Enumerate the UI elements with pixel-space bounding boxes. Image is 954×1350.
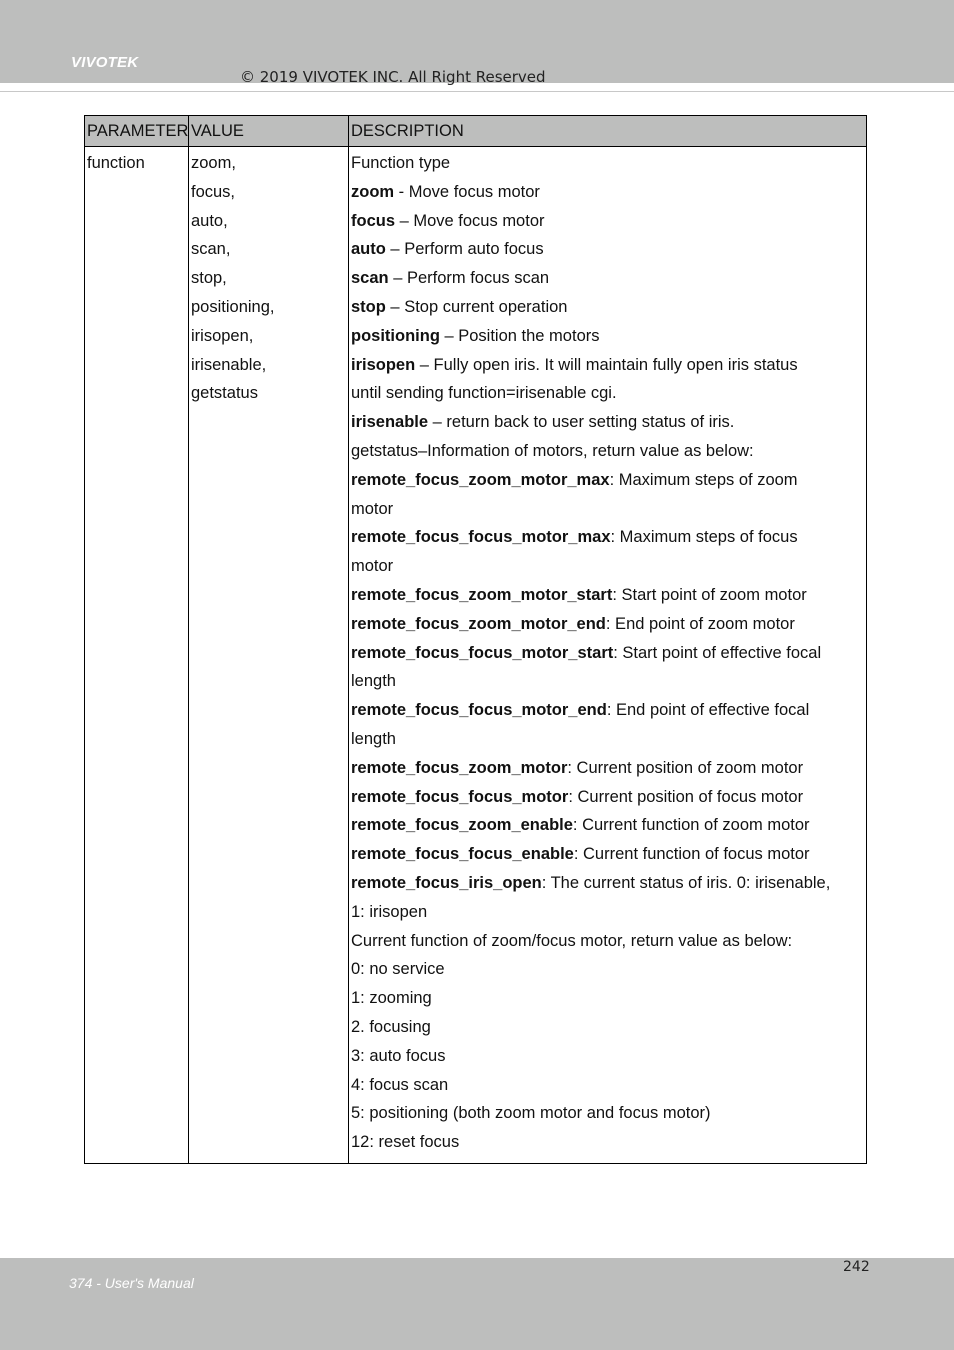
description-text: : Current position of focus motor (568, 787, 804, 806)
description-text: : Start point of zoom motor (612, 585, 807, 604)
description-line (351, 783, 864, 812)
description-term: remote_focus_zoom_motor_start (351, 585, 613, 604)
value-item: irisopen, (191, 326, 254, 345)
description-text: : The current status of iris. 0: irisenable, (541, 873, 831, 892)
description-text: – return back to user setting status of iris. (428, 413, 735, 432)
header-divider (0, 91, 954, 92)
value-item: auto, (191, 211, 228, 230)
description-line (351, 322, 864, 351)
description-text: : End point of effective focal (606, 701, 810, 720)
parameter-name: function (87, 154, 145, 172)
description-line (351, 351, 864, 380)
description-text: – Fully open iris. It will maintain fully open iris status (415, 355, 798, 374)
description-term: remote_focus_zoom_motor_max (351, 470, 610, 489)
description-line (351, 667, 864, 696)
description-text: motor (351, 499, 394, 518)
description-line (351, 955, 864, 984)
page-footer (0, 1258, 954, 1350)
value-item: scan, (191, 240, 231, 259)
description-text: 4: focus scan (351, 1075, 449, 1094)
description-text: 3: auto focus (351, 1046, 446, 1065)
description-line (351, 178, 864, 207)
value-item: zoom, (191, 154, 236, 172)
description-text: – Move focus motor (395, 211, 545, 230)
parameter-table (84, 115, 867, 1164)
description-term: remote_focus_focus_motor_start (351, 643, 614, 662)
description-text: Current function of zoom/focus motor, return value as below: (351, 931, 793, 950)
description-term: remote_focus_zoom_enable (351, 816, 573, 835)
description-line (351, 898, 864, 927)
description-term: remote_focus_zoom_motor (351, 758, 568, 777)
description-line (351, 639, 864, 668)
description-line (351, 437, 864, 466)
description-term: auto (351, 240, 386, 259)
manual-label: 374 - User's Manual (69, 1275, 194, 1291)
header-description: DESCRIPTION (349, 116, 867, 147)
description-text: : Current function of zoom motor (572, 816, 810, 835)
description-text: until sending function=irisenable cgi. (351, 384, 617, 403)
description-text: getstatus–Information of motors, return value as below: (351, 441, 754, 460)
description-text: – Perform focus scan (388, 269, 550, 288)
value-item: stop, (191, 269, 227, 288)
description-text: 2. focusing (351, 1017, 431, 1036)
description-line (351, 408, 864, 437)
description-text: : Current position of zoom motor (567, 758, 804, 777)
description-cell (349, 147, 867, 1164)
value-item: irisenable, (191, 355, 267, 374)
description-text: Function type (351, 154, 451, 172)
description-term: zoom (351, 182, 395, 201)
description-line (351, 264, 864, 293)
copyright-text: © 2019 VIVOTEK INC. All Right Reserved (240, 68, 546, 86)
value-cell (189, 147, 349, 1164)
description-text: - Move focus motor (394, 182, 540, 201)
description-line (351, 927, 864, 956)
description-line (351, 581, 864, 610)
description-line (351, 552, 864, 581)
description-line (351, 610, 864, 639)
description-line (351, 293, 864, 322)
description-line (351, 235, 864, 264)
description-term: remote_focus_iris_open (351, 873, 542, 892)
description-line (351, 379, 864, 408)
description-line (351, 869, 864, 898)
description-line (351, 466, 864, 495)
description-line (351, 725, 864, 754)
description-term: remote_focus_focus_motor_max (351, 528, 611, 547)
description-text: – Perform auto focus (385, 240, 544, 259)
description-text: 1: irisopen (351, 902, 428, 921)
description-line (351, 1042, 864, 1071)
description-text: length (351, 672, 396, 691)
table-row (85, 147, 867, 1164)
description-text: – Position the motors (439, 326, 600, 345)
description-text: : Current function of focus motor (573, 845, 810, 864)
description-text: : End point of zoom motor (605, 614, 795, 633)
description-text: 5: positioning (both zoom motor and focus motor) (351, 1104, 711, 1123)
value-item: positioning, (191, 297, 275, 316)
description-term: remote_focus_focus_enable (351, 845, 574, 864)
description-text: 12: reset focus (351, 1133, 460, 1152)
description-line (351, 811, 864, 840)
header-parameter: PARAMETER (85, 116, 189, 147)
description-line (351, 840, 864, 869)
description-term: remote_focus_focus_motor (351, 787, 569, 806)
description-text: : Maximum steps of focus (610, 528, 798, 547)
description-line (351, 207, 864, 236)
description-line (351, 1099, 864, 1128)
description-term: stop (351, 297, 386, 316)
description-text: : Maximum steps of zoom (609, 470, 798, 489)
description-term: focus (351, 211, 396, 230)
description-text: motor (351, 557, 394, 576)
description-term: irisenable (351, 413, 429, 432)
description-line (351, 149, 864, 178)
page-number: 242 (843, 1259, 870, 1275)
brand-logo: VIVOTEK (71, 54, 139, 71)
description-line (351, 696, 864, 725)
description-text: : Start point of effective focal (613, 643, 822, 662)
description-line (351, 984, 864, 1013)
description-term: positioning (351, 326, 440, 345)
parameter-cell (85, 147, 189, 1164)
description-line (351, 1071, 864, 1100)
value-item: getstatus (191, 384, 258, 403)
description-line (351, 754, 864, 783)
value-item: focus, (191, 182, 236, 201)
description-term: remote_focus_focus_motor_end (351, 701, 607, 720)
description-text: length (351, 729, 396, 748)
description-line (351, 1013, 864, 1042)
description-line (351, 523, 864, 552)
description-term: scan (351, 269, 389, 288)
description-text: 0: no service (351, 960, 445, 979)
description-term: irisopen (351, 355, 416, 374)
description-line (351, 495, 864, 524)
description-text: – Stop current operation (385, 297, 568, 316)
description-line (351, 1128, 864, 1157)
description-term: remote_focus_zoom_motor_end (351, 614, 606, 633)
header-value: VALUE (189, 116, 349, 147)
table-header-row (85, 116, 867, 147)
description-text: 1: zooming (351, 989, 432, 1008)
